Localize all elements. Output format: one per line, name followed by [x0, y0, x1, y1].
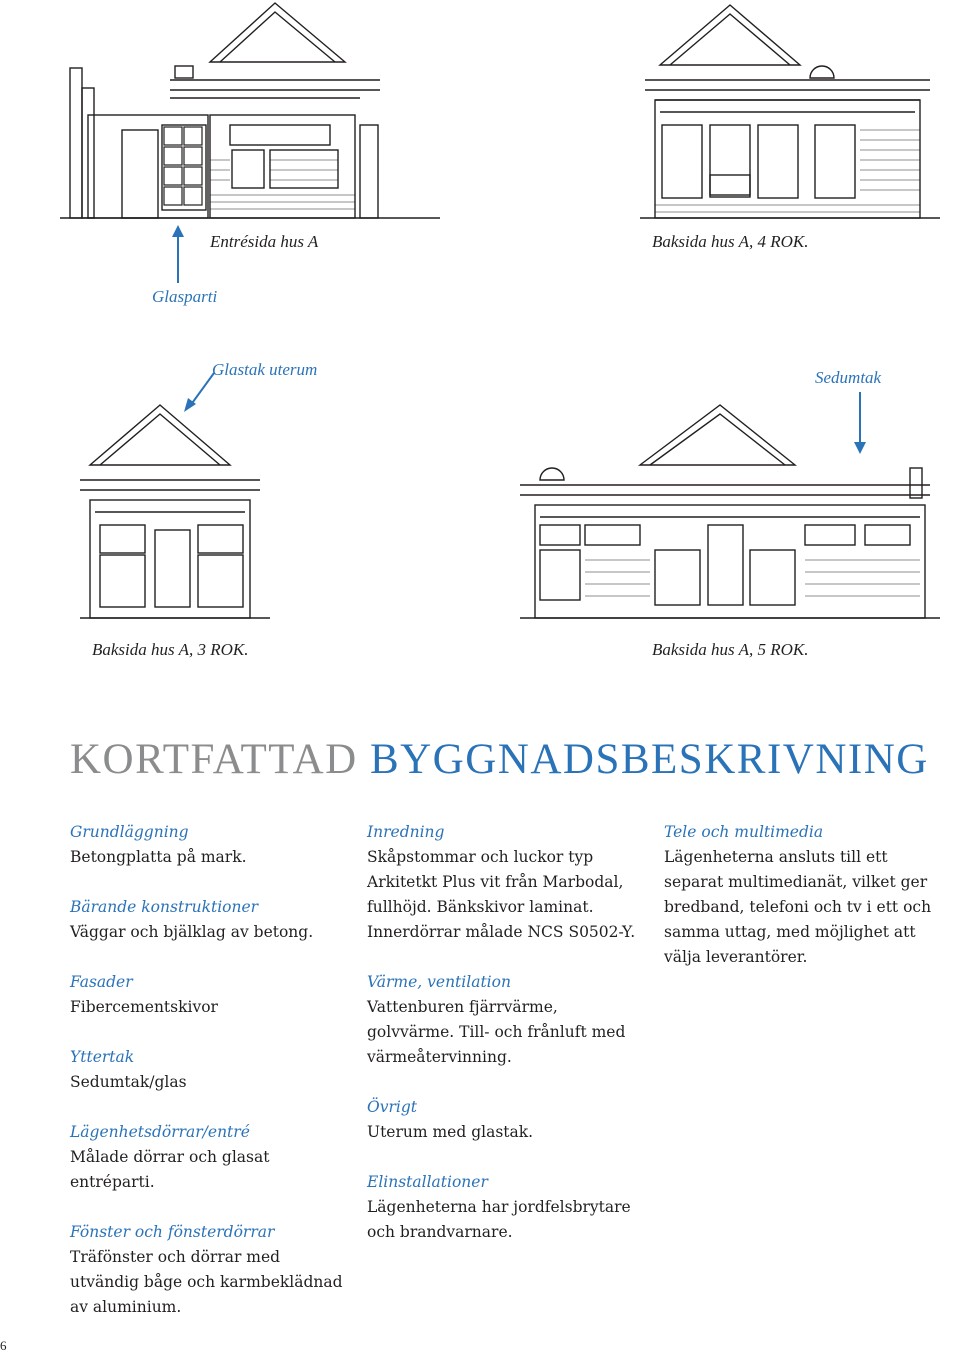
elevation-baksida-5-rok — [520, 400, 940, 625]
section-body-line: Uterum med glastak. — [367, 1123, 534, 1141]
section-body-line: Skåpstommar och luckor typ — [367, 848, 594, 866]
section-heading: Grundläggning — [70, 823, 189, 841]
section-body-line: Träfönster och dörrar med — [70, 1248, 281, 1266]
caption-baksida-5-rok: Baksida hus A, 5 ROK. — [652, 640, 809, 659]
section-body-line: fullhöjd. Bänkskivor laminat. — [367, 898, 594, 916]
caption-baksida-3-rok: Baksida hus A, 3 ROK. — [92, 640, 249, 659]
section-spacer — [70, 870, 350, 895]
section-body-line: Fibercementskivor — [70, 998, 218, 1016]
section-heading: Tele och multimedia — [664, 823, 824, 841]
section-body-line: bredband, telefoni och tv i ett och — [664, 898, 932, 916]
section-body-line: välja leverantörer. — [664, 948, 808, 966]
arrow-sedumtak — [850, 390, 870, 460]
section-heading: Bärande konstruktioner — [70, 898, 259, 916]
section-spacer — [70, 1095, 350, 1120]
section-spacer — [367, 945, 647, 970]
section-body-line: Lägenheterna har jordfelsbrytare — [367, 1198, 631, 1216]
section-body-line: samma uttag, med möjlighet att — [664, 923, 916, 941]
elevation-baksida-4-rok — [640, 0, 940, 225]
section-spacer — [367, 1070, 647, 1095]
section-spacer — [70, 1195, 350, 1220]
section-body-line: Vattenburen fjärrvärme, — [367, 998, 558, 1016]
section-body-line: Innerdörrar målade NCS S0502-Y. — [367, 923, 636, 941]
section-body-line: Arkitetkt Plus vit från Marbodal, — [367, 873, 624, 891]
elevation-baksida-3-rok — [80, 400, 270, 625]
section-heading: Övrigt — [367, 1098, 417, 1116]
section-body-line: Målade dörrar och glasat entréparti. — [70, 1148, 270, 1191]
section-body-line: separat multimedianät, vilket ger — [664, 873, 928, 891]
section-spacer — [70, 1020, 350, 1045]
page-number: 6 — [0, 1338, 7, 1353]
section-body-line: Betongplatta på mark. — [70, 848, 247, 866]
section-heading: Värme, ventilation — [367, 973, 511, 991]
spec-column-3 — [664, 820, 944, 970]
section-body-line: golvvärme. Till- och frånluft med — [367, 1023, 626, 1041]
section-heading: Inredning — [367, 823, 445, 841]
spec-column-1 — [70, 820, 350, 1320]
title-part-byggnadsbeskrivning: BYGGNADSBESKRIVNING — [369, 736, 929, 783]
section-body-line: värmeåtervinning. — [367, 1048, 512, 1066]
section-body-line: Lägenheterna ansluts till ett — [664, 848, 888, 866]
section-spacer — [70, 945, 350, 970]
elevation-entresida-hus-a — [60, 0, 440, 225]
title-part-kortfattad: KORTFATTAD — [70, 736, 358, 783]
spec-column-2 — [367, 820, 647, 1245]
section-body-line: och brandvarnare. — [367, 1223, 513, 1241]
section-heading: Yttertak — [70, 1048, 135, 1066]
caption-entresida: Entrésida hus A — [210, 232, 319, 251]
section-heading: Lägenhetsdörrar/entré — [70, 1123, 250, 1141]
section-heading: Fasader — [70, 973, 133, 991]
caption-baksida-4-rok: Baksida hus A, 4 ROK. — [652, 232, 809, 251]
section-body-line: Sedumtak/glas — [70, 1073, 187, 1091]
section-body-line: utvändig båge och karmbeklädnad — [70, 1273, 343, 1291]
section-body-line: Väggar och bjälklag av betong. — [70, 923, 314, 941]
callout-glasparti: Glasparti — [152, 287, 218, 306]
section-body-line: av aluminium. — [70, 1298, 182, 1316]
section-heading: Elinstallationer — [367, 1173, 488, 1191]
callout-glastak-uterum: Glastak uterum — [212, 360, 318, 379]
callout-sedumtak: Sedumtak — [815, 368, 882, 387]
section-heading: Fönster och fönsterdörrar — [70, 1223, 275, 1241]
page-title — [70, 735, 929, 784]
arrow-glasparti — [168, 225, 188, 285]
section-spacer — [367, 1145, 647, 1170]
